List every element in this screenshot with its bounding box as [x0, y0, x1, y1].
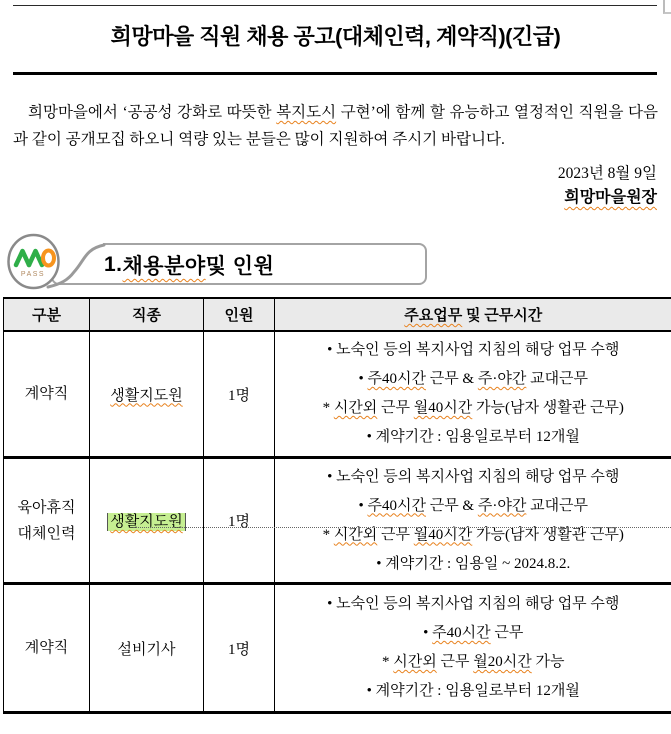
text-segment: • [358, 497, 368, 514]
signer-label: 희망마을원장 [564, 189, 657, 206]
text-segment: 월40시간 [413, 526, 473, 543]
position-cell [90, 458, 204, 584]
text-segment: 월40시간 [413, 400, 473, 416]
top-divider [13, 5, 657, 6]
duty-line [275, 619, 671, 648]
text-segment: 및 근무시간 [462, 308, 543, 324]
text-segment: 시간외 [393, 654, 437, 670]
duty-line [275, 492, 671, 521]
text-segment: • 계약기간 : 임용일로부터 12개월 [366, 429, 580, 445]
table-header-row [4, 298, 671, 331]
text-segment: 주40시간 [367, 371, 426, 387]
count-cell: 1명 [204, 458, 275, 584]
text-segment: 및 인원 [205, 255, 275, 278]
text-segment: 시간외 [333, 400, 378, 416]
text-segment: * [322, 400, 334, 416]
count-cell: 1명 [204, 331, 275, 458]
table-row [4, 458, 671, 584]
text-segment: 주·야간 [477, 497, 527, 514]
duty-line [275, 365, 671, 394]
position-cell [90, 331, 204, 458]
text-segment: 주40시간 [367, 497, 426, 514]
section-heading [104, 247, 274, 283]
duty-line [275, 423, 671, 452]
text-segment: 근무 [377, 400, 414, 416]
category-line: 계약직 [24, 640, 69, 656]
date-text: 2023년 8월 9일 [557, 165, 657, 182]
text-segment: • 노숙인 등의 복지사업 지침의 해당 업무 수행 [327, 342, 620, 358]
text-segment: 가능 [531, 654, 565, 670]
text-segment: 희망마을에서 ‘공공성 강화로 따뜻한 [28, 104, 277, 121]
text-segment: 구현’에 함께 할 유능하고 열정적인 직원을 다음과 같이 공개모집 하오니 역량 있는 분들은 많이 지원하여 주시기 바랍니다. [13, 104, 658, 148]
header-position [90, 298, 204, 331]
text-segment: 구분 [32, 308, 61, 324]
text-segment: • [423, 625, 433, 641]
duty-line [275, 550, 671, 579]
duty-line [275, 677, 671, 706]
text-segment: * [382, 654, 394, 670]
text-segment: 생활지도원 [110, 387, 183, 404]
text-segment: 근무 [436, 654, 474, 670]
text-segment: • 계약기간 : 임용일 ~ 2024.8.2. [376, 555, 571, 572]
category-line: 대체인력 [17, 525, 76, 542]
text-segment: • 노숙인 등의 복지사업 지침의 해당 업무 수행 [327, 596, 620, 612]
text-segment: * [322, 526, 334, 543]
header-category [4, 298, 90, 331]
text-segment: 주·야간 [477, 371, 527, 387]
text-segment: 주요업무 [404, 308, 463, 324]
text-segment: • 노숙인 등의 복지사업 지침의 해당 업무 수행 [327, 468, 620, 485]
text-segment: • [358, 371, 368, 387]
count-cell: 1명 [204, 584, 275, 713]
signer-text [564, 184, 657, 207]
text-segment: 가능(남자 생활관 근무) [472, 400, 624, 416]
text-segment: 복지도시 [276, 104, 337, 121]
duty-line [275, 521, 671, 550]
category-cell [4, 331, 90, 458]
text-segment: 교대근무 [526, 371, 589, 387]
page-corner-mark [663, 0, 671, 14]
page-title: 희망마을 직원 채용 공고(대체인력, 계약직)(긴급) [110, 24, 561, 49]
text-segment: • 계약기간 : 임용일로부터 12개월 [366, 683, 580, 699]
text-segment: 인원 [224, 308, 254, 324]
text-segment: 1. [104, 253, 123, 276]
category-cell [4, 584, 90, 713]
text-segment: 시간외 [333, 526, 378, 543]
text-segment: 설비기사 [117, 641, 176, 658]
duties-cell [275, 331, 671, 458]
text-segment: 근무 & [425, 371, 478, 387]
position-cell [90, 584, 204, 713]
table-row [4, 331, 671, 458]
category-line: 육아휴직 [17, 499, 76, 516]
text-segment: 근무 [490, 625, 524, 641]
duty-line [275, 590, 671, 619]
duty-line [275, 394, 671, 423]
category-line: 계약직 [24, 386, 69, 402]
table-row [4, 584, 671, 713]
table-body [4, 331, 671, 713]
duty-line [275, 648, 671, 677]
dotted-guide-line [133, 527, 671, 528]
text-segment: 가능(남자 생활관 근무) [472, 526, 624, 543]
header-duties [275, 298, 671, 331]
text-segment: 월20시간 [473, 654, 532, 670]
text-segment: 주40시간 [432, 625, 491, 641]
pass-logo-icon [9, 235, 59, 288]
duties-cell [275, 584, 671, 713]
duties-cell [275, 458, 671, 584]
header-count [204, 298, 275, 331]
text-segment: 교대근무 [526, 497, 589, 514]
pass-logo-caption: PASS [20, 271, 46, 278]
text-segment: 생활지도원 [107, 513, 185, 531]
recruitment-table [3, 297, 671, 714]
category-cell [4, 458, 90, 584]
text-segment: 직종 [132, 308, 161, 324]
duty-line [275, 463, 671, 492]
text-segment: 근무 & [425, 497, 478, 514]
title-divider [13, 72, 657, 75]
text-segment: 근무 [377, 526, 414, 543]
duty-line [275, 336, 671, 365]
text-segment: 채용분야 [122, 255, 206, 278]
intro-paragraph [13, 99, 658, 153]
